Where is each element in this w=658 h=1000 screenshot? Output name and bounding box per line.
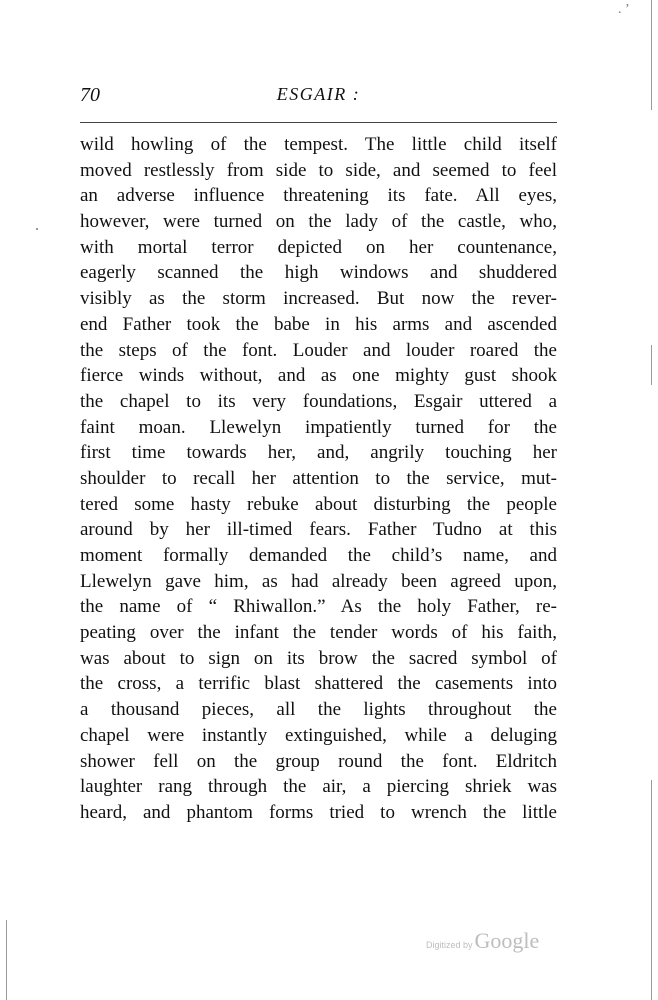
scan-edge-line <box>651 0 652 110</box>
text-line: chapel were instantly extinguished, while a deluging <box>80 724 557 746</box>
text-line: visibly as the storm increased. But now the rever- <box>80 288 557 310</box>
text-line: heard, and phantom forms tried to wrench the little <box>80 801 557 823</box>
text-line: the cross, a terrific blast shattered the casements into <box>80 673 557 695</box>
text-line: tered some hasty rebuke about disturbing the people <box>80 493 557 515</box>
text-line: moment formally demanded the child’s name, and <box>80 545 557 566</box>
text-line: shower fell on the group round the font. Eldritch <box>80 750 557 772</box>
text-line: was about to sign on its brow the sacred symbol of <box>80 647 557 669</box>
text-line: peating over the infant the tender words of his faith, <box>80 622 557 644</box>
text-line: end Father took the babe in his arms and ascended <box>80 313 557 335</box>
text-line: an adverse influence threatening its fate. All eyes, <box>80 185 557 207</box>
scan-edge-line <box>6 920 7 1000</box>
watermark-logo-text: Google <box>474 928 540 953</box>
page-number: 70 <box>80 84 100 106</box>
watermark-small-text: Digitized by <box>426 940 473 950</box>
scan-speck <box>36 228 38 230</box>
text-line: around by her ill-timed fears. Father Tudno at this <box>80 519 557 541</box>
text-line: the steps of the font. Louder and louder roared the <box>80 339 557 361</box>
text-line: moved restlessly from side to side, and seemed to feel <box>80 159 557 181</box>
page-header <box>80 84 557 110</box>
text-line: fierce winds without, and as one mighty gust shook <box>80 365 557 387</box>
text-line: laughter rang through the air, a piercing shriek was <box>80 776 557 798</box>
text-line: with mortal terror depicted on her countenance, <box>80 236 557 258</box>
scan-edge-line <box>651 780 652 1000</box>
text-line: shoulder to recall her attention to the service, mut- <box>80 467 557 489</box>
text-line: the chapel to its very foundations, Esgair uttered a <box>80 390 557 412</box>
header-rule <box>80 122 557 123</box>
body-text <box>80 132 557 826</box>
text-line: the name of “ Rhiwallon.” As the holy Father, re- <box>80 596 557 618</box>
corner-scan-mark: . ’ <box>618 2 630 17</box>
running-title: ESGAIR : <box>276 84 361 104</box>
text-line: faint moan. Llewelyn impatiently turned for the <box>80 416 557 438</box>
text-line: however, were turned on the lady of the castle, who, <box>80 211 557 233</box>
text-line: first time towards her, and, angrily touching her <box>80 442 557 464</box>
text-line: Llewelyn gave him, as had already been agreed upon, <box>80 570 557 592</box>
text-line: eagerly scanned the high windows and shuddered <box>80 262 557 284</box>
scan-edge-line <box>651 345 652 385</box>
text-line: wild howling of the tempest. The little child itself <box>80 134 557 155</box>
digitization-watermark <box>426 928 539 954</box>
text-line: a thousand pieces, all the lights throughout the <box>80 699 557 721</box>
